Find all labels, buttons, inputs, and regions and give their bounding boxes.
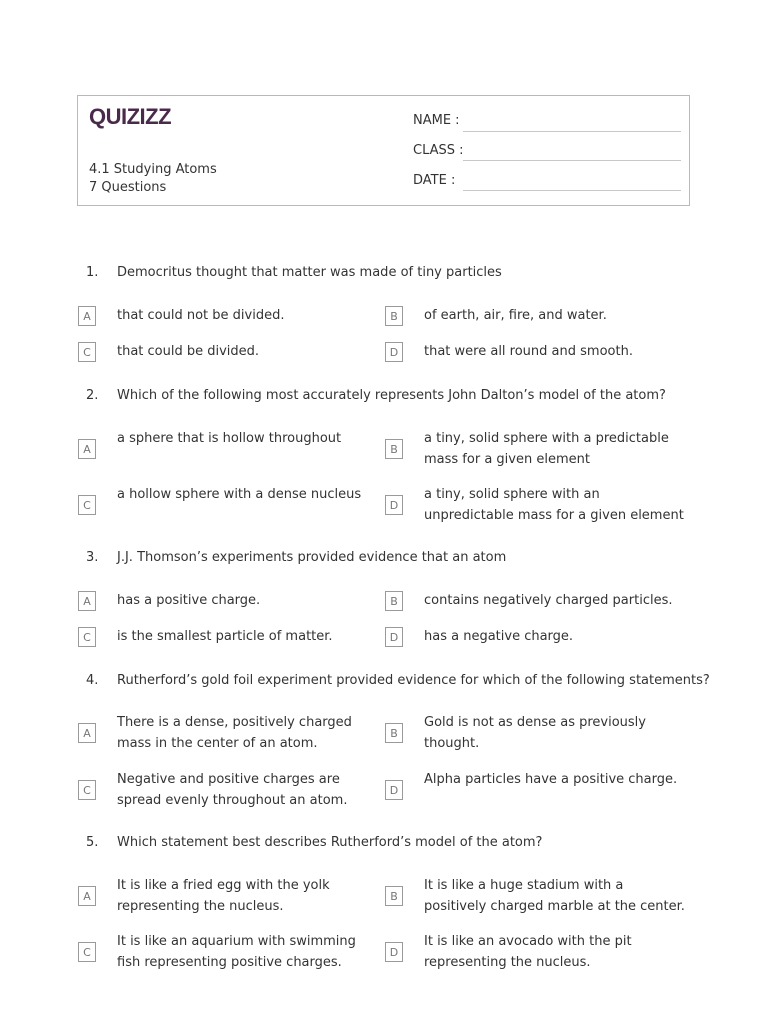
worksheet-header [77,95,690,206]
option-text: a sphere that is hollow throughout [117,431,342,446]
option-text: contains negatively charged particles. [424,593,673,608]
option-text: It is like an aquarium with swimming fish representing positive charges. [117,934,356,970]
option-text: It is like a huge stadium with a positively charged marble at the center. [424,878,685,914]
option-text: that were all round and smooth. [424,344,633,359]
question-text: Democritus thought that matter was made of tiny particles [117,265,502,280]
option-letter-box[interactable]: C [78,780,96,800]
quizizz-logo: QUIZIZZ [89,104,172,129]
question-number: 1. [86,265,99,280]
date-field[interactable] [463,190,681,191]
option-letter-box[interactable]: B [385,723,403,743]
option-text: of earth, air, fire, and water. [424,308,607,323]
name-field[interactable] [463,131,681,132]
question-number: 5. [86,835,99,850]
option-letter-box[interactable]: D [385,627,403,647]
option-letter-box[interactable]: D [385,342,403,362]
option-letter-box[interactable]: C [78,342,96,362]
option-text: is the smallest particle of matter. [117,629,333,644]
option-text: a hollow sphere with a dense nucleus [117,487,362,502]
question-number: 2. [86,388,99,403]
option-text: There is a dense, positively charged mass in the center of an atom. [117,715,352,751]
question-text: Rutherford’s gold foil experiment provided evidence for which of the following statements? [117,673,710,688]
option-letter-box[interactable]: A [78,723,96,743]
option-text: Gold is not as dense as previously thought. [424,715,646,751]
option-letter-box[interactable]: D [385,780,403,800]
question-count: 7 Questions [89,180,167,195]
question-text: Which of the following most accurately represents John Dalton’s model of the atom? [117,388,666,403]
class-label: CLASS : [413,143,464,158]
name-label: NAME : [413,113,460,128]
question-text: J.J. Thomson’s experiments provided evidence that an atom [117,550,507,565]
option-text: Alpha particles have a positive charge. [424,772,678,787]
question-text: Which statement best describes Rutherford’s model of the atom? [117,835,543,850]
option-letter-box[interactable]: B [385,591,403,611]
option-letter-box[interactable]: B [385,306,403,326]
option-letter-box[interactable]: A [78,439,96,459]
worksheet-title: 4.1 Studying Atoms [89,162,217,177]
date-label: DATE : [413,173,456,188]
option-letter-box[interactable]: A [78,886,96,906]
option-text: It is like a fried egg with the yolk representing the nucleus. [117,878,330,914]
option-letter-box[interactable]: C [78,495,96,515]
option-text: a tiny, solid sphere with an unpredictable mass for a given element [424,487,684,523]
option-text: that could not be divided. [117,308,285,323]
option-text: It is like an avocado with the pit representing the nucleus. [424,934,632,970]
option-text: a tiny, solid sphere with a predictable mass for a given element [424,431,669,467]
question-number: 4. [86,673,99,688]
class-field[interactable] [463,160,681,161]
option-text: Negative and positive charges are spread evenly throughout an atom. [117,772,348,808]
option-letter-box[interactable]: D [385,495,403,515]
option-text: has a positive charge. [117,593,261,608]
option-letter-box[interactable]: C [78,627,96,647]
option-letter-box[interactable]: B [385,439,403,459]
option-text: has a negative charge. [424,629,574,644]
option-letter-box[interactable]: A [78,591,96,611]
option-text: that could be divided. [117,344,260,359]
option-letter-box[interactable]: B [385,886,403,906]
option-letter-box[interactable]: A [78,306,96,326]
option-letter-box[interactable]: D [385,942,403,962]
option-letter-box[interactable]: C [78,942,96,962]
question-number: 3. [86,550,99,565]
